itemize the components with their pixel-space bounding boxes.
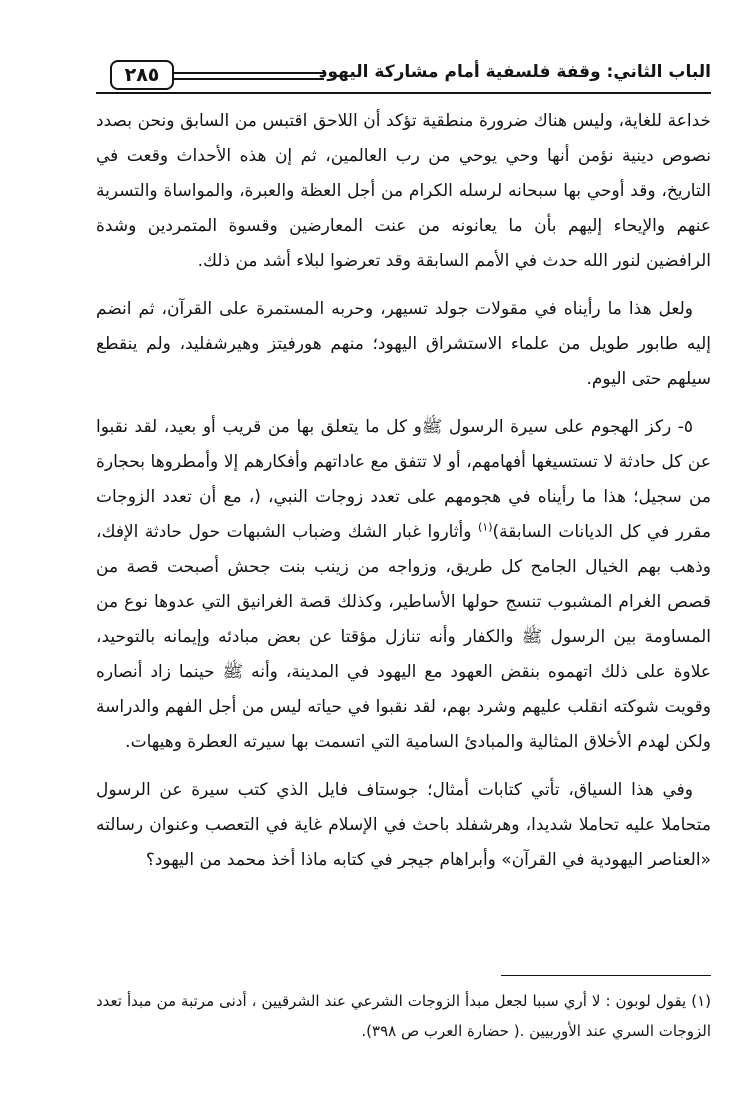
paragraph-5 [96,410,711,760]
page-number: ٢٨٥ [110,60,174,90]
page-header [96,56,711,96]
paragraph: خداعة للغاية، وليس هناك ضرورة منطقية تؤكد أن اللاحق اقتبس من السابق ونحن بصدد نصوص دينية نؤمن أنها وحي يوحي من رب العالمين، ثم إن هذه الأحداث وقعت في التاريخ، وقد أوحي بها سبحانه لرسله الكرام من أجل العظة والعبرة، والمواساة والتسرية عنهم والإيحاء إليهم بأن ما يعانونه من عنت المعارضين وقسوة المتمردين وشدة الرافضين لنور الله حدث في الأمم السابقة وقد تعرضوا لبلاء أشد من ذلك. [96,111,711,271]
paragraph: وفي هذا السياق، تأتي كتابات أمثال؛ جوستاف فايل الذي كتب سيرة عن الرسول متحاملا عليه تحاملا شديدا، وهرشفلد باحث في الإسلام غاية في التعصب وعنوان رسالته «العناصر اليهودية في القرآن» وأبراهام جيجر في كتابه ماذا أخذ محمد من اليهود؟ [96,780,711,870]
footnotes [96,986,711,1046]
main-text [96,104,711,891]
footnote-1: (١) يقول لوبون : لا أري سببا لجعل مبدأ الزوجات الشرعي عند الشرقيين ، أدنى مرتبة من مبدأ تعدد الزوجات السري عند الأوربيين .( حضارة العرب ص ٣٩٨). [96,992,711,1040]
footnote-divider [501,975,711,976]
header-ornament-rule [174,72,324,80]
footnote-reference[interactable]: (١) [477,520,493,534]
paragraph: ولعل هذا ما رأيناه في مقولات جولد تسيهر، وحربه المستمرة على القرآن، ثم انضم إليه طابور طويل من علماء الاستشراق اليهود؛ منهم هورفيتز وهيرشفليد، ولم ينقطع سيلهم حتى اليوم. [96,299,711,389]
running-title: الباب الثاني: وقفة فلسفية أمام مشاركة اليهود [318,62,711,82]
paragraph-5-part-1: ٥- ركز الهجوم على سيرة الرسول ﷺو كل ما يتعلق بها من قريب أو بعيد، لقد نقبوا عن كل حادثة لا تستسيغها أفهامهم، أو لا تتفق مع عاداتهم وأفكارهم إلا وأمطروها بحجارة من سجيل؛ هذا ما رأيناه في هجومهم على تعدد زوجات النبي، (، مع أن تعدد الزوجات مقرر في كل الديانات السابقة) [96,417,711,542]
header-divider [96,92,711,94]
paragraph-5-part-2: وأثاروا غبار الشك وضباب الشبهات حول حادثة الإفك، وذهب بهم الخيال الجامح كل طريق، وزواجه من زينب بنت جحش أصبحت قصة من قصص الغرام المشبوب تنسج حولها الأساطير، وكذلك قصة الغرانيق التي عدوها نوع من المساومة بين الرسول ﷺ والكفار وأنه تنازل مؤقتا عن بعض مبادئه وإيمانه بالتوحيد، علاوة على ذلك اتهموه بنقض العهود مع اليهود في المدينة، وأنه ﷺ حينما زاد أنصاره وقويت شوكته انقلب عليهم وشرد بهم، لقد نقبوا في حياته ليس من أجل الفهم والدراسة ولكن لهدم الأخلاق المثالية والمبادئ السامية التي اتسمت بها سيرته العطرة وهيهات. [96,522,711,752]
book-page [96,0,711,1116]
